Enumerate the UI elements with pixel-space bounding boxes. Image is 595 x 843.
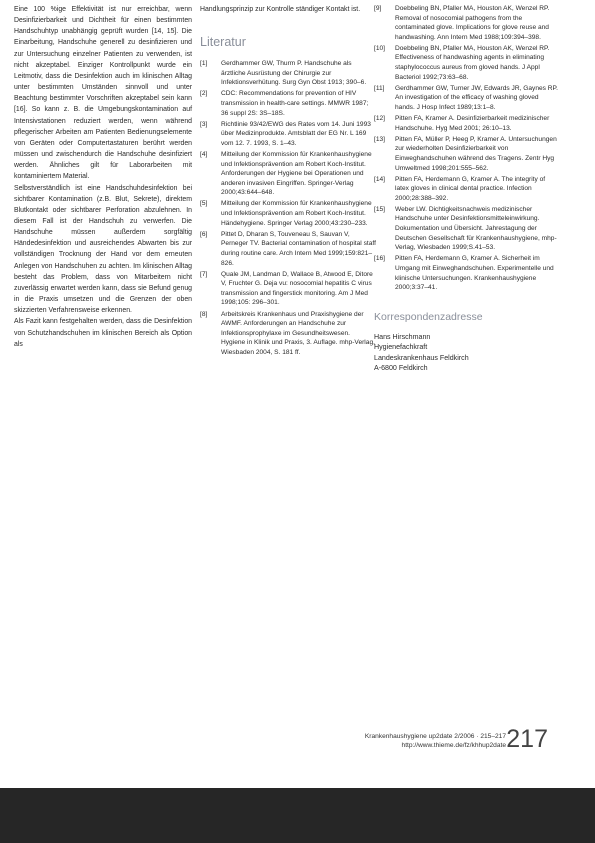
intro-text: Handlungsprinzip zur Kontrolle ständiger Kontakt ist.: [200, 6, 361, 13]
reference-item: [200, 270, 376, 308]
reference-item: [374, 205, 560, 253]
journal-citation: Krankenhaushygiene up2date 2/2006 · 215–217: [364, 733, 506, 740]
body-paragraph: Als Fazit kann festgehalten werden, dass die Desinfektion von Schutzhandschuhen im klinischen Bereich als Option als: [14, 318, 192, 348]
reference-text: Pitten FA, Müller P, Heeg P, Kramer A. Untersuchungen zur wiederholten Desinfizierbarkeit von Einweghandschuhen während des Tragens. Zentr Hyg Umweltmed 1998;201:555–562.: [395, 135, 557, 172]
reference-number: [1]: [200, 60, 208, 68]
reference-text: Weber LW. Dichtigkeitsnachweis medizinischer Handschuhe unter Desinfektionsmitteleinwirkung. Dokumentation und Übersicht. Jahrestagung der Deutschen Gesellschaft für Krankenhaushygiene, mhp-Verlag, Wiesbaden 1999;S.41–53.: [395, 205, 557, 252]
reference-item: [200, 150, 376, 198]
reference-number: [7]: [200, 270, 208, 278]
reference-text: Pitten FA, Herdemann G, Kramer A. The integrity of latex gloves in clinical dental practice. Infection 2000;28:388–392.: [395, 175, 546, 202]
reference-number: [6]: [200, 230, 208, 238]
reference-text: Mitteilung der Kommission für Krankenhaushygiene und Infektionsprävention am Robert Koch-Institut. Händehygiene. Springer Verlag 2000;43:230–233.: [221, 200, 372, 227]
reference-item: [374, 4, 560, 42]
address-line: Landeskrankenhaus Feldkirch: [374, 353, 469, 362]
reference-number: [9]: [374, 5, 382, 12]
reference-text: Pitten FA, Kramer A. Desinfizierbarkeit medizinischer Handschuhe. Hyg Med 2001; 26:10–13.: [395, 115, 550, 132]
reference-number: [2]: [200, 90, 208, 98]
reference-number: [16]: [374, 255, 385, 263]
reference-number: [14]: [374, 175, 385, 183]
body-column-left: [14, 4, 192, 350]
reference-item: [374, 175, 560, 204]
reference-text: Pitten FA, Herdemann G, Kramer A. Sicherheit im Umgang mit Einweghandschuhen. Experimentelle und klinische Untersuchungen. Krankenhaushygiene 2000;3:37–41.: [395, 255, 554, 292]
address-line: Hygienefachkraft: [374, 343, 428, 352]
page-footer: [338, 727, 588, 757]
body-paragraph-continued: [200, 4, 376, 15]
body-paragraph: Eine 100 %ige Effektivität ist nur erreichbar, wenn Desinfizierbarkeit und Dichtheit für einen bestimmten Handschuhtyp unabhängig geprüft wurden [14, 15]. Die Einarbeitung, Handschuhe generell zu desinfizieren und zur Untersuchung einzelner Patienten zu verwenden, ist nicht akzeptabel. Einziger Kontrollpunkt wurde ein Leitmotiv, dass die Desinfektion auch im klinischen Alltag unter bestimmten Umständen sinnvoll und unter Beachtung bestimmter Vorschriften akzeptabel sein kann [16]. So kann z. B. die Umgebungskontamination auf Intensivstationen reduziert werden, wenn während pflegerischer Arbeiten am Patienten Bedienungselemente von Geräten oder Computertastaturen berührt werden müssen und zwischendurch die Handschuhe desinfiziert werden. Ähnliches gilt für Laborarbeiten mit kontaminiertem Material.: [14, 6, 192, 181]
body-paragraph: Selbstverständlich ist eine Handschuhdesinfektion bei sichtbarer Kontamination (z.B. Blut, Sekrete), direktem Blutkontakt oder sichtbarer Perforation abzulehnen. In diesem Fall ist der Handschuh zu verwerfen. Die Handschuhe müssen außerdem sorgfältig Händedesinfektion und ausreichendes Abwarten bis zur vollständigen Trocknung der Hand vor dem erneuten Anlegen von Handschuhen zu achten. Im klinischen Alltag besteht das Problem, dass von Mitarbeitern nicht zuverlässig erwartet werden kann, dass sie Befund genug in die Praxis umsetzen und die Grenzen der oben skizzierten Verfahrensweise erkennen.: [14, 184, 192, 315]
reference-number: [11]: [374, 84, 385, 92]
reference-list: [374, 4, 560, 293]
reference-item: [200, 59, 376, 88]
reference-item: [374, 254, 560, 292]
reference-number: [4]: [200, 151, 208, 158]
reference-text: Doebbeling BN, Pfaller MA, Houston AK, Wenzel RP. Removal of nosocomial pathogens from the contaminated glove. Implications for glove reuse and handwashing. Ann Intern Med 1988;109:394–398.: [395, 5, 550, 41]
address-line: A-6800 Feldkirch: [374, 364, 428, 373]
reference-number: [13]: [374, 135, 385, 143]
reference-item: [200, 120, 376, 149]
correspondence-title: Korrespondenzadresse: [374, 310, 483, 323]
address-line: Hans Hirschmann: [374, 332, 431, 341]
references-column-right: [374, 4, 560, 374]
reference-item: [200, 230, 376, 268]
page-number: 217: [506, 725, 548, 753]
reference-number: [5]: [200, 200, 208, 208]
reference-number: [10]: [374, 44, 385, 52]
reference-item: [374, 84, 560, 113]
reference-text: Arbeitskreis Krankenhaus und Praxishygiene der AWMF. Anforderungen an Handschuhe zur Infektionsprophylaxe im Gesundheitswesen. Hygiene in Klinik und Praxis, 3. Auflage. mhp-Verlag, Wiesbaden 2004, S. 181 ff.: [221, 310, 375, 356]
reference-item: [374, 135, 560, 173]
section-title-literatur: Literatur: [200, 35, 246, 50]
reference-number: [12]: [374, 115, 385, 123]
reference-text: Pittet D, Dharan S, Touveneau S, Sauvan V, Perneger TV. Bacterial contamination of hospital staff during routine care. Arch Intern Med 1999;159:821–826.: [221, 230, 376, 267]
reference-text: Gerdhammer GW, Turner JW, Edwards JR, Gaynes RP. An investigation of the efficacy of washing gloved hands. J Hosp Infect 1989;13:1–8.: [395, 84, 558, 111]
reference-item: [200, 89, 376, 118]
references-column-middle: [200, 4, 376, 359]
reference-text: CDC: Recommendations for prevention of HIV transmission in health-care settings. MMWR 1987; 36 suppl 2S: 3S–18S.: [221, 90, 369, 117]
correspondence-address: [374, 332, 560, 374]
reference-text: Gerdhammer GW, Thurm P. Handschuhe als ärztliche Ausrüstung der Chirurgie zur Infektionsverhütung. Surg Gyn Obst 1913; 390–6.: [221, 60, 367, 87]
reference-number: [15]: [374, 205, 385, 213]
reference-item: [200, 199, 376, 228]
reference-text: Doebbeling BN, Pfaller MA, Houston AK, Wenzel RP. Effectiveness of handwashing agents in eliminating staphylococcus aureus from gloved hands. J Appl Bacteriol 1992;73:63–68.: [395, 44, 550, 81]
scan-dark-band: [0, 788, 595, 843]
reference-text: Quale JM, Landman D, Wallace B, Atwood E, Ditore V, Fruchter G. Deja vu: nosocomial hepatitis C virus transmission and fingerstick monitoring. Am J Med 1998;105: 296–301.: [221, 270, 373, 307]
reference-text: Richtlinie 93/42/EWG des Rates vom 14. Juni 1993 über Medizinprodukte. Amtsblatt der EG Nr. L 169 vom 12. 7. 1993, S. 1–43.: [221, 120, 371, 147]
reference-item: [200, 310, 376, 358]
journal-url[interactable]: http://www.thieme.de/fz/khhup2date: [401, 742, 506, 749]
reference-number: [8]: [200, 310, 208, 318]
reference-item: [374, 44, 560, 82]
reference-text: Mitteilung der Kommission für Krankenhaushygiene und Infektionsprävention am Robert Koch-Institut. Anforderungen der Hygiene bei Operationen und anderen invasiven Eingriffen. Springer-Verlag 2000;43:644–648.: [221, 151, 372, 197]
reference-item: [374, 114, 560, 133]
reference-list: [200, 59, 376, 357]
reference-number: [3]: [200, 120, 208, 128]
